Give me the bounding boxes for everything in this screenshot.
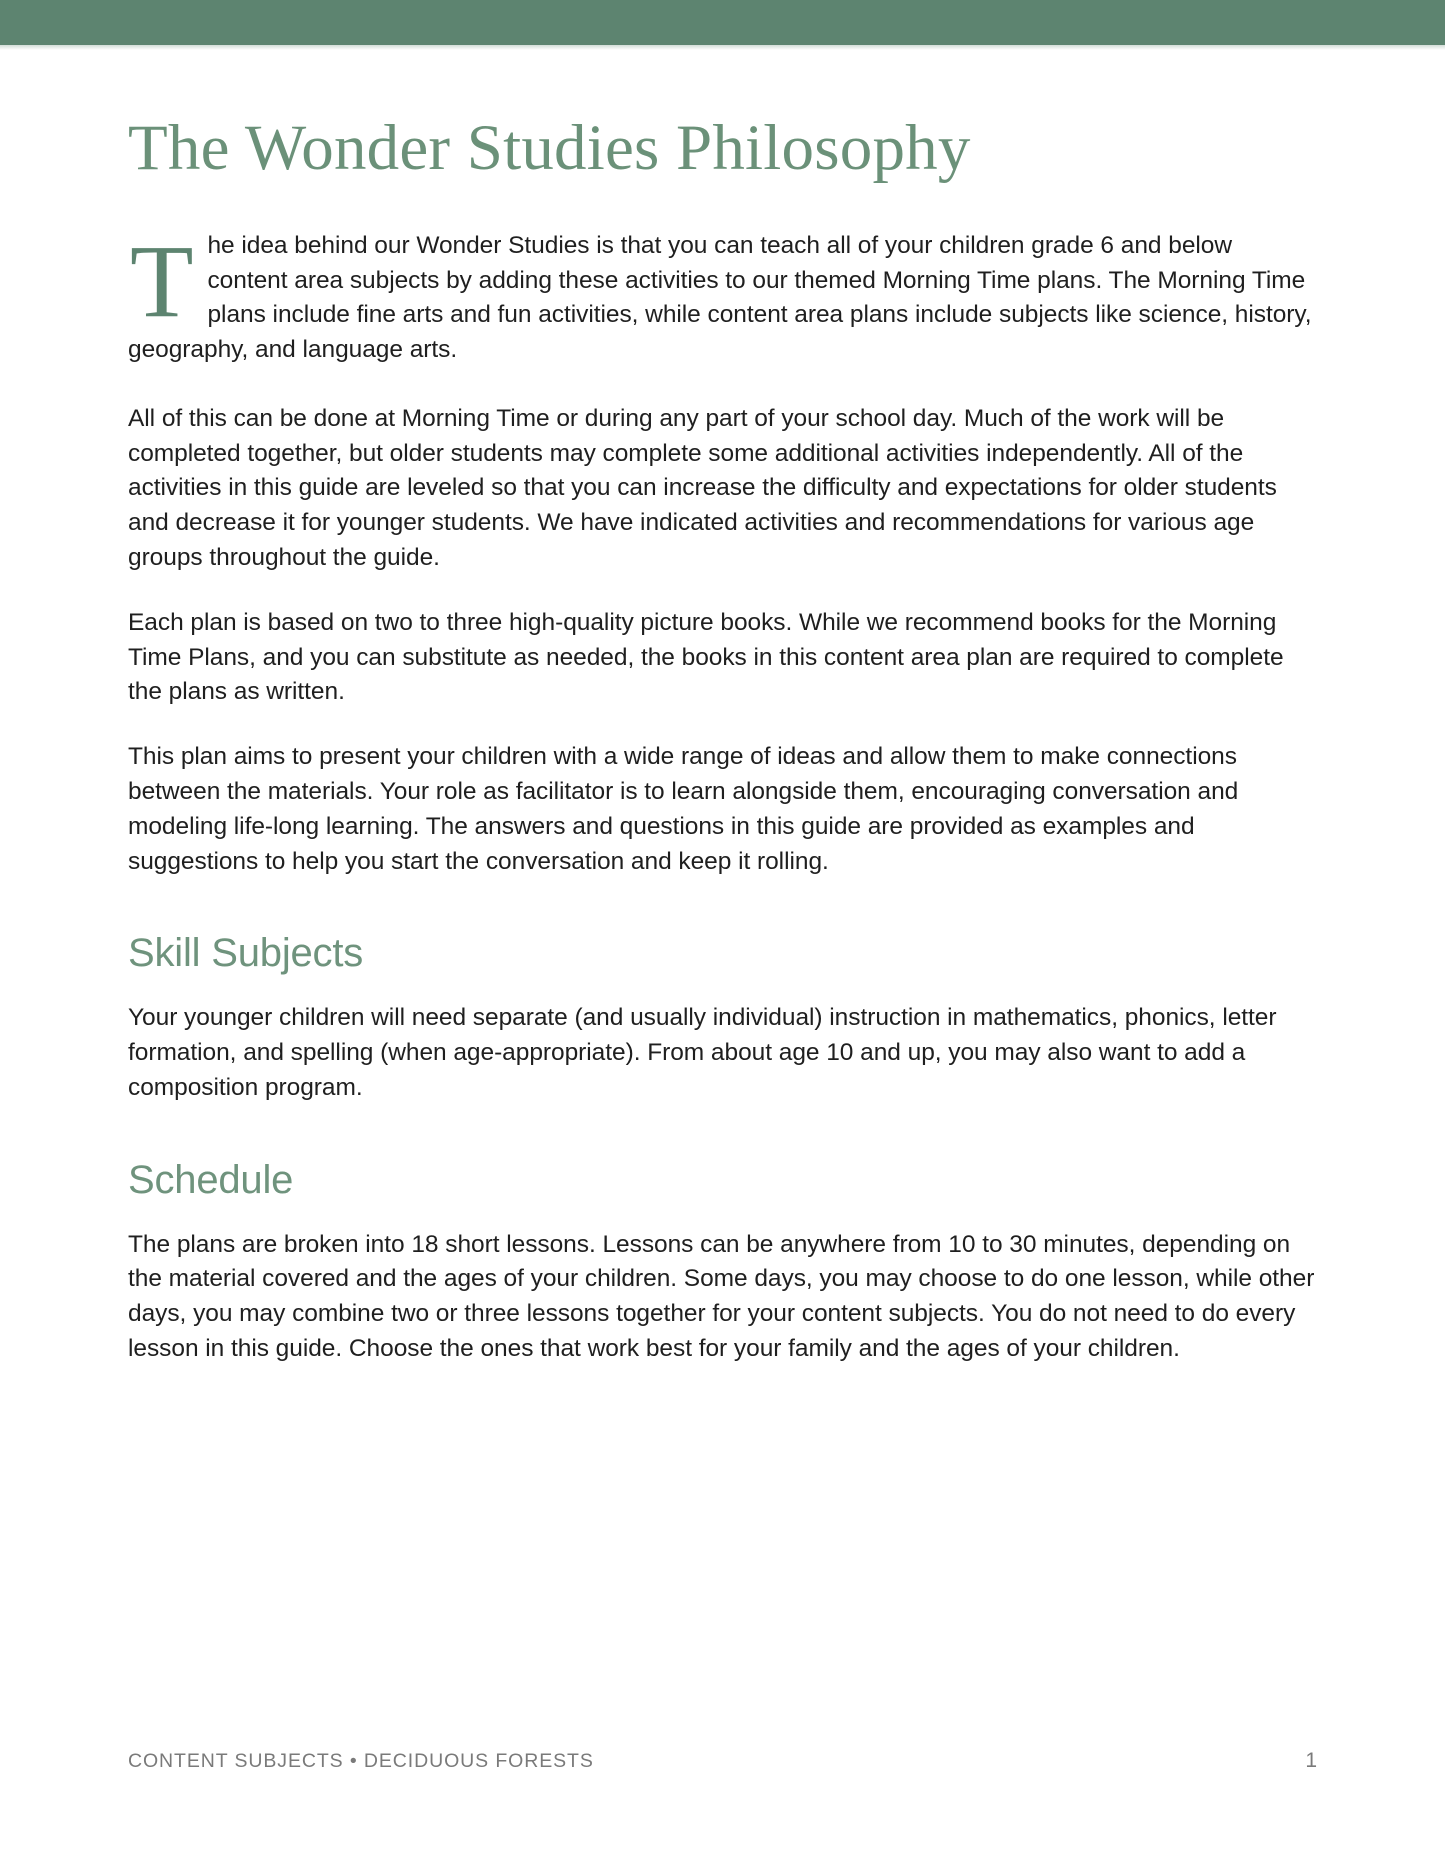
intro-paragraph-1: The idea behind our Wonder Studies is that you can teach all of your children grade 6 and below content area subjects by adding these activities to our themed Morning Time plans. The Morning Time plans include fine arts and fun activities, while content area plans include subjects like science, history, geography, and language arts. <box>128 223 1312 364</box>
schedule-paragraph-1: The plans are broken into 18 short lessons. Lessons can be anywhere from 10 to 30 minutes, depending on the material covered and the ages of your children. Some days, you may choose to do one lesson, while other days, you may combine two or three lessons together for your content subjects. You do not need to do every lesson in this guide. Choose the ones that work best for your family and the ages of your children. <box>128 1230 1315 1362</box>
section-heading-schedule: Schedule <box>128 1157 294 1202</box>
document-page <box>0 50 1445 1869</box>
header-accent-band <box>0 0 1445 45</box>
footer-label: CONTENT SUBJECTS • DECIDUOUS FORESTS <box>128 1750 594 1772</box>
page-footer <box>128 1749 1317 1773</box>
intro-paragraph-3: Each plan is based on two to three high-quality picture books. While we recommend books for the Morning Time Plans, and you can substitute as needed, the books in this content area plan are required to complete the plans as written. <box>128 608 1284 706</box>
intro-paragraph-4: This plan aims to present your children with a wide range of ideas and allow them to make connections between the materials. Your role as facilitator is to learn alongside them, encouraging conversation and modeling life-long learning. The answers and questions in this guide are provided as examples and suggestions to help you start the conversation and keep it rolling. <box>128 743 1239 875</box>
intro-paragraph-2: All of this can be done at Morning Time or during any part of your school day. Much of the work will be completed together, but older students may complete some additional activities independently. All of the activities in this guide are leveled so that you can increase the difficulty and expectations for older students and decrease it for younger students. We have indicated activities and recommendations for various age groups throughout the guide. <box>128 404 1277 572</box>
page-title: The Wonder Studies Philosophy <box>128 112 971 184</box>
document-body <box>128 223 1318 1367</box>
section-heading-skill-subjects: Skill Subjects <box>128 931 364 976</box>
footer-page-number: 1 <box>1305 1749 1317 1772</box>
skill-subjects-paragraph-1: Your younger children will need separate (and usually individual) instruction in mathematics, phonics, letter formation, and spelling (when age-appropriate). From about age 10 and up, you may also want to add a composition program. <box>128 1004 1277 1101</box>
